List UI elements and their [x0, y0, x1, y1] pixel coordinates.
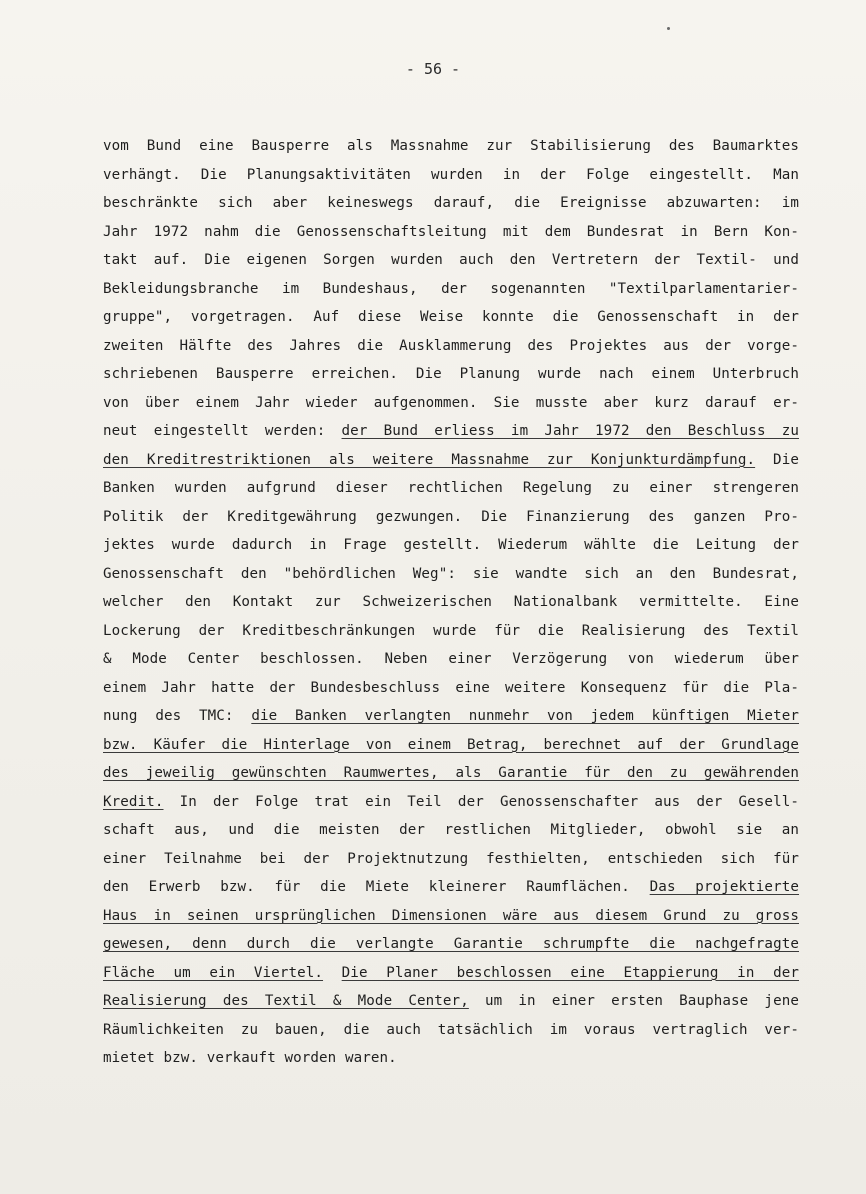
text-segment: In der Folge trat ein Teil der Genossenschafter aus der Gesell- — [163, 793, 799, 810]
text-segment: einer Teilnahme bei der Projektnutzung festhielten, entschieden sich für — [103, 850, 799, 867]
text-segment: schriebenen Bausperre erreichen. Die Planung wurde nach einem Unterbruch — [103, 366, 799, 382]
text-line — [103, 332, 799, 361]
text-line — [103, 959, 799, 988]
text-segment — [323, 965, 342, 981]
text-line — [103, 275, 799, 304]
text-segment: Die — [755, 451, 799, 468]
underlined-text: Kredit. — [103, 793, 164, 810]
text-segment: nung des TMC: — [103, 708, 252, 724]
text-segment: einem Jahr hatte der Bundesbeschluss eine weitere Konsequenz für die Pla- — [103, 679, 799, 696]
text-segment: takt auf. Die eigenen Sorgen wurden auch den Vertretern der Textil- und — [103, 252, 799, 268]
text-line — [103, 389, 799, 418]
text-segment: neut eingestellt werden: — [103, 423, 342, 439]
text-line — [103, 474, 799, 503]
text-segment: Banken wurden aufgrund dieser rechtlichen Regelung zu einer strengeren — [103, 480, 799, 496]
text-line — [103, 759, 799, 788]
text-segment: Politik der Kreditgewährung gezwungen. Die Finanzierung des ganzen Pro- — [103, 508, 799, 525]
text-segment: Bekleidungsbranche im Bundeshaus, der sogenannten "Textilparlamentarier- — [103, 280, 799, 297]
text-segment: mietet bzw. verkauft worden waren. — [103, 1050, 397, 1066]
text-line — [103, 731, 799, 760]
text-segment: von über einem Jahr wieder aufgenommen. Sie musste aber kurz darauf er- — [103, 394, 799, 411]
scan-speck — [667, 27, 670, 30]
text-line — [103, 303, 799, 332]
underlined-text: die Banken verlangten nunmehr von jedem künftigen Mieter — [251, 708, 799, 724]
text-segment: den Erwerb bzw. für die Miete kleinerer Raumflächen. — [103, 879, 650, 895]
text-line — [103, 531, 799, 560]
text-line — [103, 446, 799, 475]
text-segment: Genossenschaft den "behördlichen Weg": sie wandte sich an den Bundesrat, — [103, 565, 799, 582]
text-segment: welcher den Kontakt zur Schweizerischen Nationalbank vermittelte. Eine — [103, 594, 799, 610]
text-segment: & Mode Center beschlossen. Neben einer Verzögerung von wiederum über — [103, 651, 799, 667]
text-segment: um in einer ersten Bauphase jene — [468, 993, 799, 1009]
text-line — [103, 816, 799, 845]
text-segment: schaft aus, und die meisten der restlichen Mitglieder, obwohl sie an — [103, 822, 799, 838]
text-line — [103, 218, 799, 247]
text-line — [103, 161, 799, 190]
text-segment: Lockerung der Kreditbeschränkungen wurde für die Realisierung des Textil — [103, 622, 799, 639]
text-line — [103, 902, 799, 931]
text-line — [103, 1016, 799, 1045]
text-segment: gruppe", vorgetragen. Auf diese Weise konnte die Genossenschaft in der — [103, 309, 799, 325]
text-line — [103, 417, 799, 446]
text-line — [103, 674, 799, 703]
text-line — [103, 617, 799, 646]
underlined-text: der Bund erliess im Jahr 1972 den Beschluss zu — [341, 423, 799, 439]
text-segment: beschränkte sich aber keineswegs darauf, die Ereignisse abzuwarten: im — [103, 195, 799, 211]
underlined-text: gewesen, denn durch die verlangte Garantie schrumpfte die nachgefragte — [103, 936, 799, 952]
underlined-text: bzw. Käufer die Hinterlage von einem Betrag, berechnet auf der Grundlage — [103, 736, 799, 753]
text-segment: Räumlichkeiten zu bauen, die auch tatsächlich im voraus vertraglich ver- — [103, 1021, 799, 1038]
text-line — [103, 132, 799, 161]
text-line — [103, 702, 799, 731]
underlined-text: Fläche um ein Viertel. — [103, 964, 324, 981]
text-segment: zweiten Hälfte des Jahres die Ausklammerung des Projektes aus der vorge- — [103, 337, 799, 354]
underlined-text: Die Planer beschlossen eine Etappierung in der — [341, 964, 799, 981]
text-line — [103, 246, 799, 275]
underlined-text: Haus in seinen ursprünglichen Dimensionen wäre aus diesem Grund zu gross — [103, 907, 799, 924]
text-line — [103, 645, 799, 674]
text-line — [103, 987, 799, 1016]
text-segment: verhängt. Die Planungsaktivitäten wurden in der Folge eingestellt. Man — [103, 166, 799, 183]
text-line — [103, 560, 799, 589]
underlined-text: des jeweilig gewünschten Raumwertes, als Garantie für den zu gewährenden — [103, 765, 799, 781]
text-line — [103, 588, 799, 617]
underlined-text: Das projektierte — [649, 879, 800, 895]
text-segment: vom Bund eine Bausperre als Massnahme zur Stabilisierung des Baumarktes — [103, 138, 799, 154]
text-segment: jektes wurde dadurch in Frage gestellt. Wiederum wählte die Leitung der — [103, 537, 799, 553]
text-line — [103, 930, 799, 959]
text-line — [103, 189, 799, 218]
page-number: - 56 - — [405, 60, 461, 78]
text-segment: Jahr 1972 nahm die Genossenschaftsleitung mit dem Bundesrat in Bern Kon- — [103, 223, 799, 240]
text-line — [103, 360, 799, 389]
text-line — [103, 503, 799, 532]
underlined-text: Realisierung des Textil & Mode Center, — [103, 993, 469, 1009]
underlined-text: den Kreditrestriktionen als weitere Massnahme zur Konjunkturdämpfung. — [103, 451, 756, 468]
text-line — [103, 873, 799, 902]
text-line — [103, 845, 799, 874]
text-line — [103, 1044, 799, 1073]
body-text — [103, 132, 799, 1073]
text-line — [103, 788, 799, 817]
